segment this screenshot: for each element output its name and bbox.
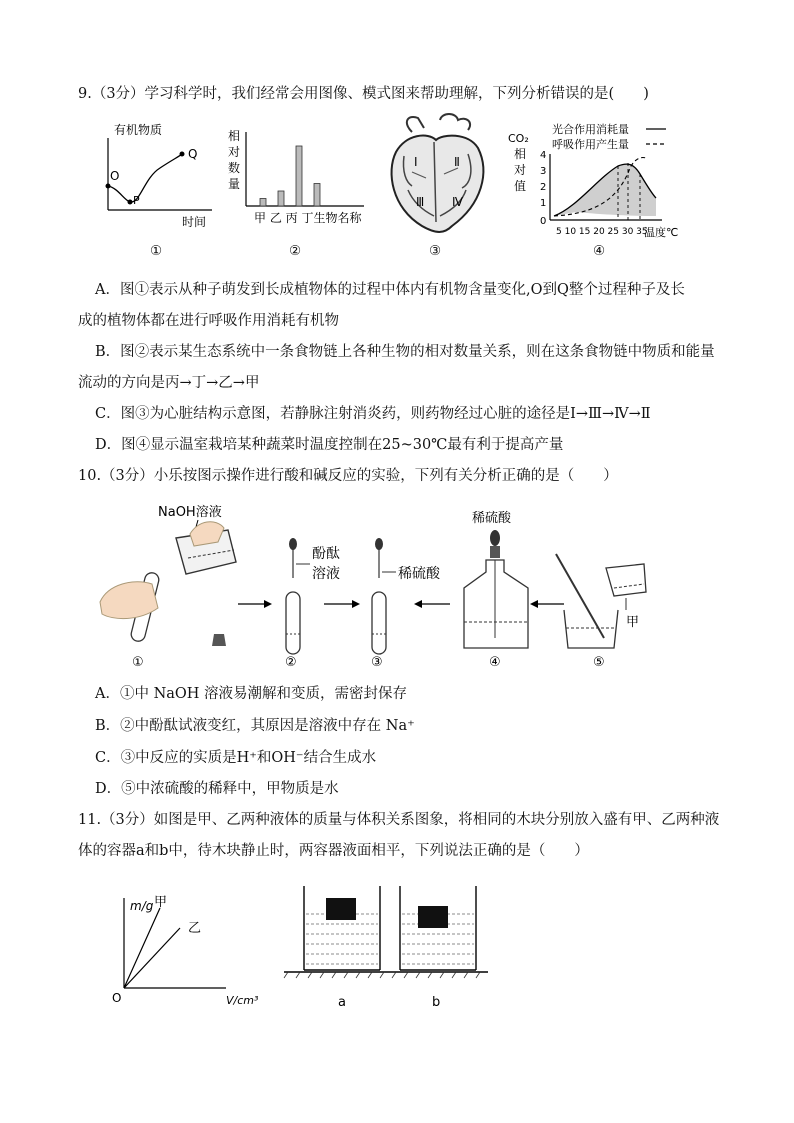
fig2-ylabel-0: 相 [228,129,241,143]
fig2-ylabel-1: 对 [228,145,241,159]
q9-stem: 9.（3分）学习科学时，我们经常会用图像、模式图来帮助理解，下列分析错误的是( ) [78,86,649,102]
q10-num-4: ④ [489,655,501,670]
arrow-2-3-head [352,600,360,608]
fig1-p-label: P [133,194,140,207]
dropper-3-bulb [375,538,383,550]
q10-label-acid: 稀硫酸 [398,566,440,582]
bottle-4-bulb [490,530,500,546]
q9-option-b-line1: B．图②表示某生态系统中一条食物链上各种生物的相对数量关系，则在这条食物链中物质和能量 [95,344,715,360]
fig4-ylabel-2: 值 [514,179,527,193]
q10-stem: 10.（3分）小乐按图示操作进行酸和碱反应的实验，下列有关分析正确的是（ ） [78,468,618,484]
heart-label-1: Ⅰ [414,155,418,169]
fig2-bar-0 [260,199,266,207]
arrow-4-3-head [414,600,422,608]
q9-figure-3-heart [382,112,494,237]
fig4-co2: CO₂ [508,132,529,145]
fig3-number: ③ [429,243,442,259]
q10-num-1: ① [132,655,144,670]
fig4-ytick-4: 4 [540,150,547,161]
q9-option-d: D．图④显示温室栽培某种蔬菜时温度控制在25~30℃最有利于提高产量 [95,437,564,453]
q10-label-jia: 甲 [626,615,640,630]
q10-num-5: ⑤ [593,655,605,670]
heart-vessels [407,114,470,132]
fig1-ylabel: 有机物质 [114,123,163,137]
q9-figure-1 [100,118,220,233]
fig1-point-q [180,152,185,157]
q11-label-jia: 甲 [154,895,168,910]
fig1-point-p [128,200,133,205]
fig4-xlabel: 温度℃ [644,226,679,239]
heart-label-2: Ⅱ [454,155,460,169]
q9-option-c: C．图③为心脏结构示意图，若静脉注射消炎药，则药物经过心脏的途径是Ⅰ→Ⅲ→Ⅳ→Ⅱ [95,406,651,422]
fig4-ylabel-1: 对 [514,163,527,177]
ground-hatch [284,972,480,978]
wood-block-a [326,898,356,920]
fig4-legend-2: 呼吸作用产生量 [552,138,629,151]
q11-label-yi: 乙 [188,921,202,936]
q9-figure-4 [506,118,696,240]
q11-line-jia [124,908,160,988]
container-a-label: a [338,995,346,1010]
container-b-label: b [432,995,441,1010]
q10-label-phen1: 酚酞 [312,546,340,562]
fig4-ylabel-0: 相 [514,147,527,161]
q9-option-a-line1: A．图①表示从种子萌发到长成植物体的过程中体内有机物含量变化,O到Q整个过程种子及长 [95,282,685,298]
q10-label-phen2: 溶液 [312,566,340,582]
bottle-stopper [212,634,226,646]
q10-option-d: D．⑤中浓硫酸的稀释中，甲物质是水 [95,781,339,797]
fig4-legend-1: 光合作用消耗量 [552,123,629,136]
q10-option-b: B．②中酚酞试液变红，其原因是溶液中存在 Na⁺ [95,718,415,734]
q10-num-3: ③ [371,655,383,670]
q9-figure-2 [224,118,370,233]
q9-option-a-line2: 成的植物体都在进行呼吸作用消耗有机物 [78,313,339,329]
dropper-2-bulb [289,538,297,550]
dropper-bottle [464,560,528,648]
q11-mass-volume-graph [108,888,273,1013]
q10-option-a: A．①中 NaOH 溶液易潮解和变质，需密封保存 [95,686,408,702]
q10-option-c: C．③中反应的实质是H⁺和OH⁻结合生成水 [95,750,377,766]
q10-num-2: ② [285,655,297,670]
fig1-q-label: Q [188,147,198,161]
q9-option-b-line2: 流动的方向是丙→丁→乙→甲 [78,375,260,391]
heart-outline [392,136,484,232]
heart-label-4: Ⅳ [452,195,464,209]
q11-line-yi [124,928,180,988]
arrow-5-4-head [530,600,538,608]
hand-bottom [100,582,158,619]
test-tube-3 [372,592,386,654]
q10-label-naoh: NaOH溶液 [158,505,222,520]
q11-ylabel: m/g [130,899,154,913]
fig4-shaded-area [554,164,656,216]
fig2-bar-1 [278,191,284,206]
fig2-bar-3 [314,184,320,207]
q11-stem-line2: 体的容器a和b中，待木块静止时，两容器液面相平，下列说法正确的是（ ） [78,843,589,859]
fig1-xlabel: 时间 [182,215,207,229]
arrow-1-2-head [264,600,272,608]
fig1-o-label: O [110,169,120,183]
fig1-number: ① [150,243,163,259]
fig2-ylabel-2: 数 [228,161,241,175]
fig4-number: ④ [593,243,606,259]
fig1-point-o [106,184,111,189]
q11-containers [282,880,492,1015]
q11-origin: O [112,991,122,1005]
fig2-xlabel: 甲 乙 丙 丁生物名称 [254,211,362,225]
wood-block-b [418,906,448,928]
fig4-ytick-1: 1 [540,198,547,209]
pouring-beaker [606,564,646,596]
fig4-ytick-0: 0 [540,216,547,227]
fig4-xticks: 5 10 15 20 25 30 35 [556,227,648,237]
q10-figure [98,498,658,673]
q11-stem-line1: 11.（3分）如图是甲、乙两种液体的质量与体积关系图象，将相同的木块分别放入盛有甲、乙两种液 [78,812,720,828]
fig2-number: ② [289,243,302,259]
q10-label-acid-bottle: 稀硫酸 [472,511,512,526]
fig2-ylabel-3: 量 [228,177,241,191]
q11-xlabel: V/cm³ [226,994,259,1007]
bottle-4-cap [490,546,500,558]
fig2-bar-2 [296,146,302,206]
test-tube-2 [286,592,300,654]
fig4-ytick-2: 2 [540,182,547,193]
heart-label-3: Ⅲ [416,195,425,209]
container-a-liquid [305,914,379,969]
fig4-ytick-3: 3 [540,166,547,177]
